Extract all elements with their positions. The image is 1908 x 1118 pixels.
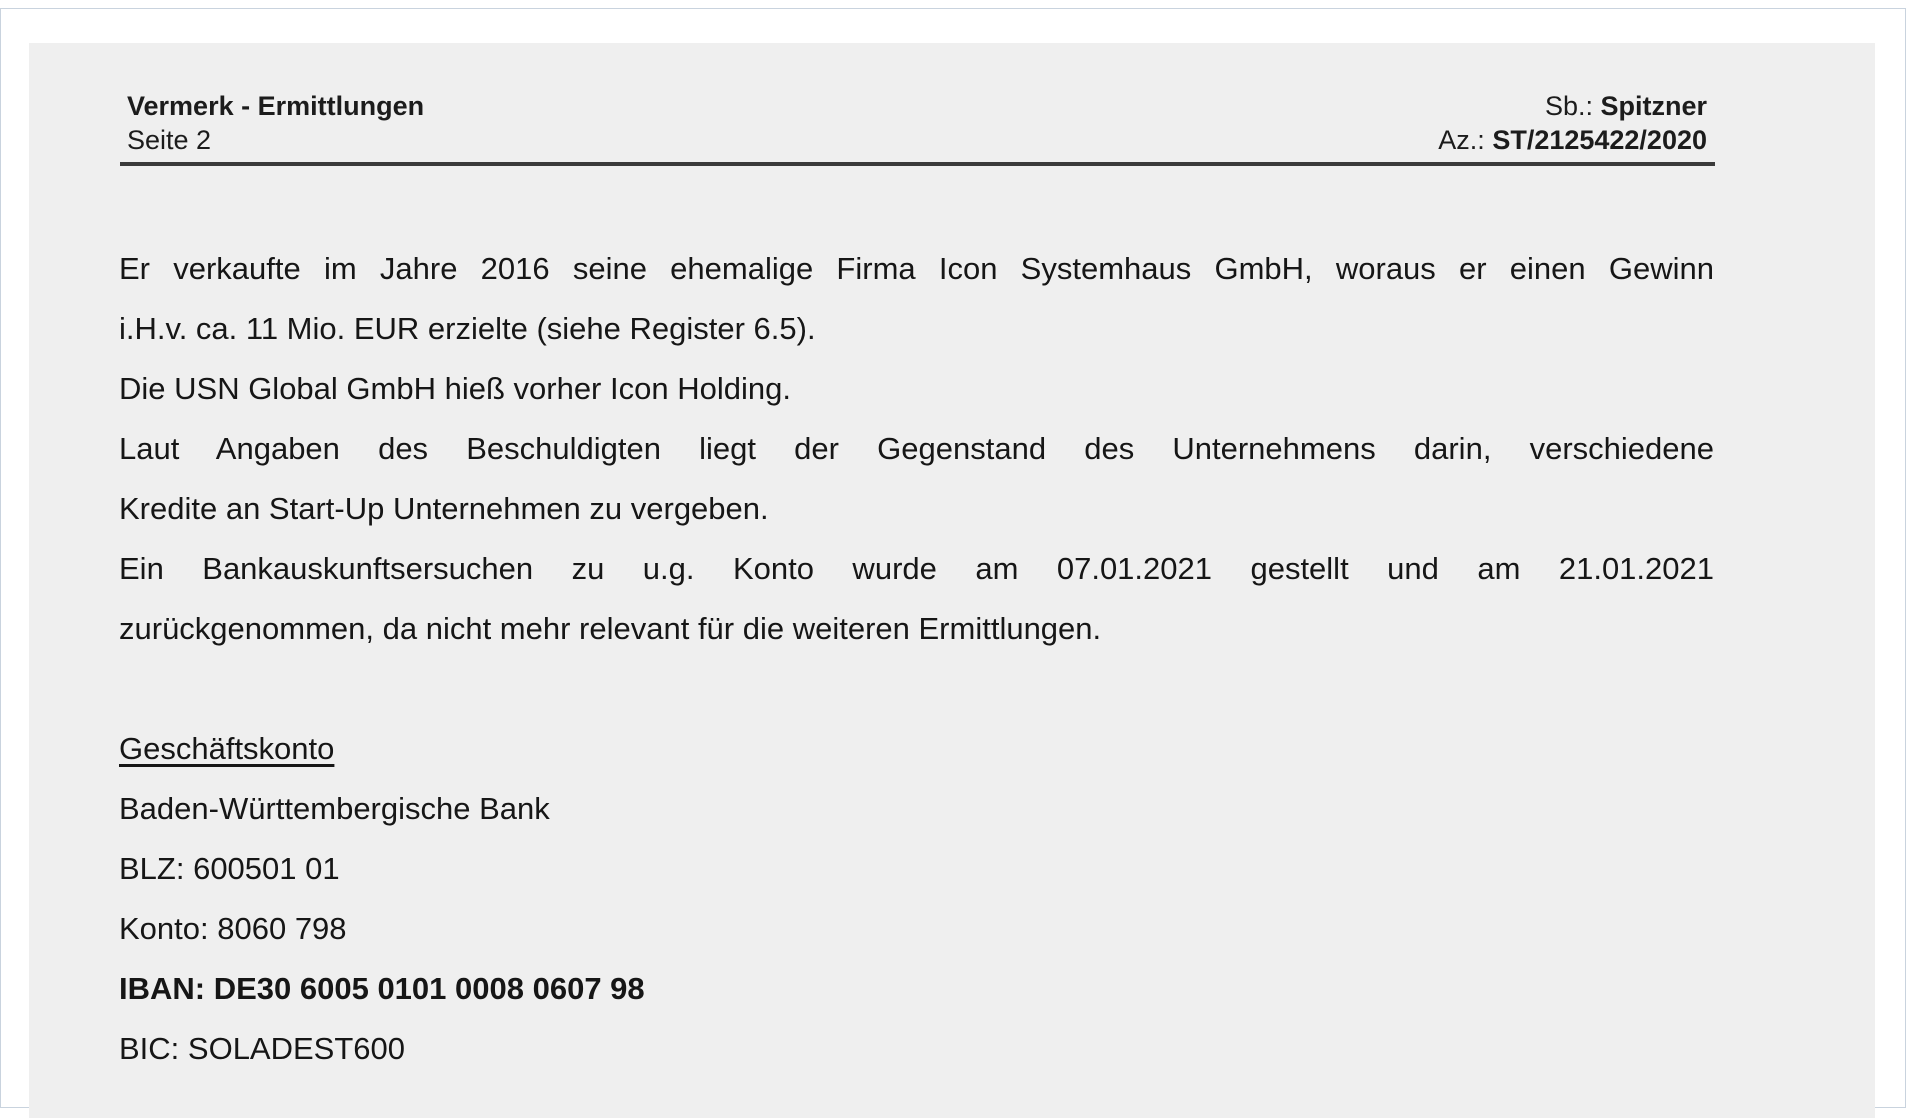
account-details [119, 719, 1714, 1079]
file-reference-label: Az.: [1438, 125, 1485, 155]
paragraph-line: Kredite an Start-Up Unternehmen zu vergeben. [119, 491, 769, 526]
document-title: Vermerk - Ermittlungen [127, 91, 425, 121]
document-body [119, 239, 1714, 1079]
page-number: Seite 2 [127, 125, 212, 155]
header-divider [120, 162, 1715, 166]
paragraph-line: Laut Angaben des Beschuldigten liegt der Gegenstand des Unternehmens darin, verschiedene [119, 431, 1714, 466]
header-left [127, 89, 424, 157]
account-number: Konto: 8060 798 [119, 911, 347, 946]
file-reference [1438, 123, 1707, 157]
case-officer-name: Spitzner [1600, 91, 1707, 121]
account-heading: Geschäftskonto [119, 731, 335, 766]
paragraph-line: zurückgenommen, da nicht mehr relevant für die weiteren Ermittlungen. [119, 611, 1102, 646]
iban: IBAN: DE30 6005 0101 0008 0607 98 [119, 971, 645, 1006]
paragraph-line: Er verkaufte im Jahre 2016 seine ehemalige Firma Icon Systemhaus GmbH, woraus er einen Gewinn [119, 251, 1714, 286]
paragraph-line: Die USN Global GmbH hieß vorher Icon Holding. [119, 371, 791, 406]
page-header [127, 89, 1707, 169]
scanned-page [29, 43, 1875, 1118]
paragraph-bank-inquiry [119, 539, 1714, 659]
header-right [1438, 89, 1707, 157]
bank-code: BLZ: 600501 01 [119, 851, 340, 886]
case-officer-label: Sb.: [1544, 91, 1593, 121]
paragraph-business-purpose [119, 419, 1714, 539]
file-reference-number: ST/2125422/2020 [1492, 125, 1707, 155]
paragraph-line: Ein Bankauskunftsersuchen zu u.g. Konto wurde am 07.01.2021 gestellt und am 21.01.2021 [119, 551, 1714, 586]
case-officer [1438, 89, 1707, 123]
paragraph-sale [119, 239, 1714, 359]
document-frame [0, 8, 1906, 1108]
bic: BIC: SOLADEST600 [119, 1031, 406, 1066]
paragraph-line: i.H.v. ca. 11 Mio. EUR erzielte (siehe Register 6.5). [119, 311, 816, 346]
paragraph-company-name [119, 359, 1714, 419]
bank-name: Baden-Württembergische Bank [119, 791, 550, 826]
spacer [119, 659, 1714, 719]
